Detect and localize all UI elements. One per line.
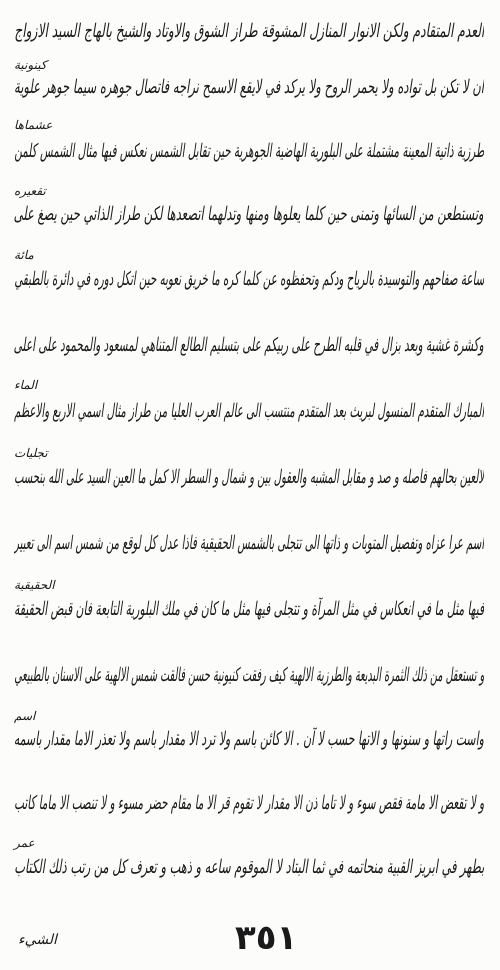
line-text: واست راتها و سنونها و الاتها حسب لا آن . الا كائن باسم ولا ترد الا مقدار باسم ولا تعذر الاما مقدار باسمه — [14, 728, 484, 750]
interlinear-note: الماء — [14, 378, 38, 392]
catchword: الشيء — [18, 932, 57, 948]
interlinear-note: الحقيقية — [14, 578, 55, 592]
line-text: ساعة صفاحهم والتوسيدة بالرياح ودكم وتحفظوه عن كلما كره ما خريق نعوبه حين اتكل دوره في دائرة بالطبقي — [14, 268, 484, 290]
text-line — [14, 191, 484, 251]
line-text: و تستعقل من ذلك الثمرة البديعة والطرزية الالهية كيف رفقت كنيونية حسن فالقت شمس الالهية على الاسنان بالطبيعي — [14, 664, 484, 686]
line-text: وكشرة غشية وبعد بزال في قلبه الطرح على ربيكم على بتسليم الطالع المتناهي لمسعود والمحمود على اعلى — [14, 334, 484, 356]
text-line — [14, 454, 484, 514]
text-line — [14, 520, 484, 580]
line-text: و لا تقعض الا مامة فقص سوء و لا تاما ذن الا مقدار لا تقوم قر الا ما مقام حضر مسوء و لا تنصب الا ماما كاتب — [14, 792, 484, 814]
text-line — [14, 388, 484, 448]
line-text: طرزية ذاتية المعينة مشتملة على البلورية الهاضية الجوهرية حين تقابل الشمس نعكس فيها مثال الشمس كلمن — [14, 140, 484, 162]
interlinear-note: كينونية — [14, 58, 47, 72]
interlinear-note: تقعيره — [14, 184, 46, 198]
line-text: فيها مثل ما في انعكاس في مثل المرآة و تتجلى فيها مثل ما كان في ملك البلورية التابعة فان قبض الحقيقة — [14, 598, 484, 620]
line-text: المبارك المتقدم المنسول لبريث بعد المتقدم منتسب الى عالم العرب العليا من طراز مثال اسمي الاربع والاعظم — [14, 400, 484, 422]
text-line — [14, 322, 484, 382]
interlinear-note: مائة — [14, 248, 34, 262]
line-text: وتستطعن من السائها وتمنى حين كلما يعلوها ومنها وتدلهما اتصعدها لكن طراز الذاتي حين يصغ على — [14, 203, 484, 225]
interlinear-note: اسم — [14, 709, 36, 723]
text-line — [14, 64, 484, 124]
text-line — [14, 652, 484, 712]
manuscript-text-block — [10, 6, 488, 906]
line-text: لالعين بحالهم فاصله و صد و مقابل المشبه والعقول بين و شمال و السطر الا كمل ما العين السيد على الله بنحسب — [14, 466, 484, 488]
text-line — [14, 256, 484, 316]
folio-number: ٣٥١ — [235, 918, 298, 958]
text-line — [14, 716, 484, 776]
text-line — [14, 586, 484, 646]
line-text: اسم عرا عزاه وتفصيل المتوبات و ذاتها الى تتجلى بالشمس الحقيقية فاذا عدل كل لوقع من شمس اسم الى تعبير — [14, 532, 484, 554]
line-text: ان لا تكن بل تواده ولا يحمر الروح ولا يركد في لايقع الاسمح نراجه فاتصال جوهره سيما جوهر علوية — [14, 76, 484, 98]
interlinear-note: تجليات — [14, 446, 48, 460]
interlinear-note: عمر — [14, 836, 35, 850]
line-text: العدم المتقادم ولكن الانوار المنازل المشوقة طراز الشوق والاوتاد والشيخ بالهاج السيد الازواج — [14, 20, 484, 42]
line-text: بطهر في ابريز القبية منحاتمه في ثما البتاد لا الموقوم ساعه و ذهب و تعرف كل من رتب ذلك الكتاب — [14, 856, 484, 878]
text-line — [14, 8, 484, 68]
interlinear-note: عشماها — [14, 118, 53, 132]
text-line — [14, 780, 484, 840]
text-line — [14, 128, 484, 188]
text-line — [14, 844, 484, 904]
